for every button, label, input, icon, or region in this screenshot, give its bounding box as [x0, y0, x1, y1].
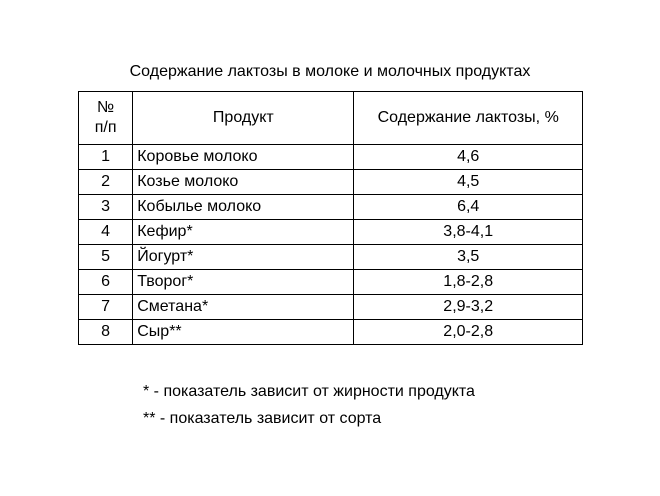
row-product: Козье молоко [133, 170, 354, 195]
row-number: 8 [79, 320, 133, 345]
header-product: Продукт [133, 92, 354, 145]
row-number: 5 [79, 245, 133, 270]
row-lactose-value: 6,4 [354, 195, 583, 220]
row-lactose-value: 4,6 [354, 145, 583, 170]
row-product: Коровье молоко [133, 145, 354, 170]
header-number-symbol: № [97, 99, 115, 116]
table-row [79, 170, 583, 195]
row-lactose-value: 2,9-3,2 [354, 295, 583, 320]
row-product: Сметана* [133, 295, 354, 320]
header-lactose: Содержание лактозы, % [354, 92, 583, 145]
row-product: Сыр** [133, 320, 354, 345]
row-number: 4 [79, 220, 133, 245]
row-number: 6 [79, 270, 133, 295]
row-lactose-value: 4,5 [354, 170, 583, 195]
table-row [79, 220, 583, 245]
table-row [79, 195, 583, 220]
row-number: 1 [79, 145, 133, 170]
row-lactose-value: 3,5 [354, 245, 583, 270]
row-number: 2 [79, 170, 133, 195]
table-row [79, 270, 583, 295]
footnotes [143, 382, 475, 436]
table-row [79, 320, 583, 345]
row-product: Кефир* [133, 220, 354, 245]
row-lactose-value: 3,8-4,1 [354, 220, 583, 245]
header-number-abbr: п/п [94, 119, 117, 136]
lactose-table [78, 91, 583, 345]
table-header-row [79, 92, 583, 145]
footnote-variety: ** - показатель зависит от сорта [143, 410, 382, 427]
header-number [79, 92, 133, 145]
table-row [79, 245, 583, 270]
page-title: Содержание лактозы в молоке и молочных продуктах [129, 63, 531, 80]
footnote-fat-content: * - показатель зависит от жирности продукта [143, 383, 475, 400]
row-product: Кобылье молоко [133, 195, 354, 220]
row-product: Йогурт* [133, 245, 354, 270]
row-product: Творог* [133, 270, 354, 295]
row-number: 3 [79, 195, 133, 220]
row-number: 7 [79, 295, 133, 320]
row-lactose-value: 2,0-2,8 [354, 320, 583, 345]
table-row [79, 145, 583, 170]
table-row [79, 295, 583, 320]
row-lactose-value: 1,8-2,8 [354, 270, 583, 295]
